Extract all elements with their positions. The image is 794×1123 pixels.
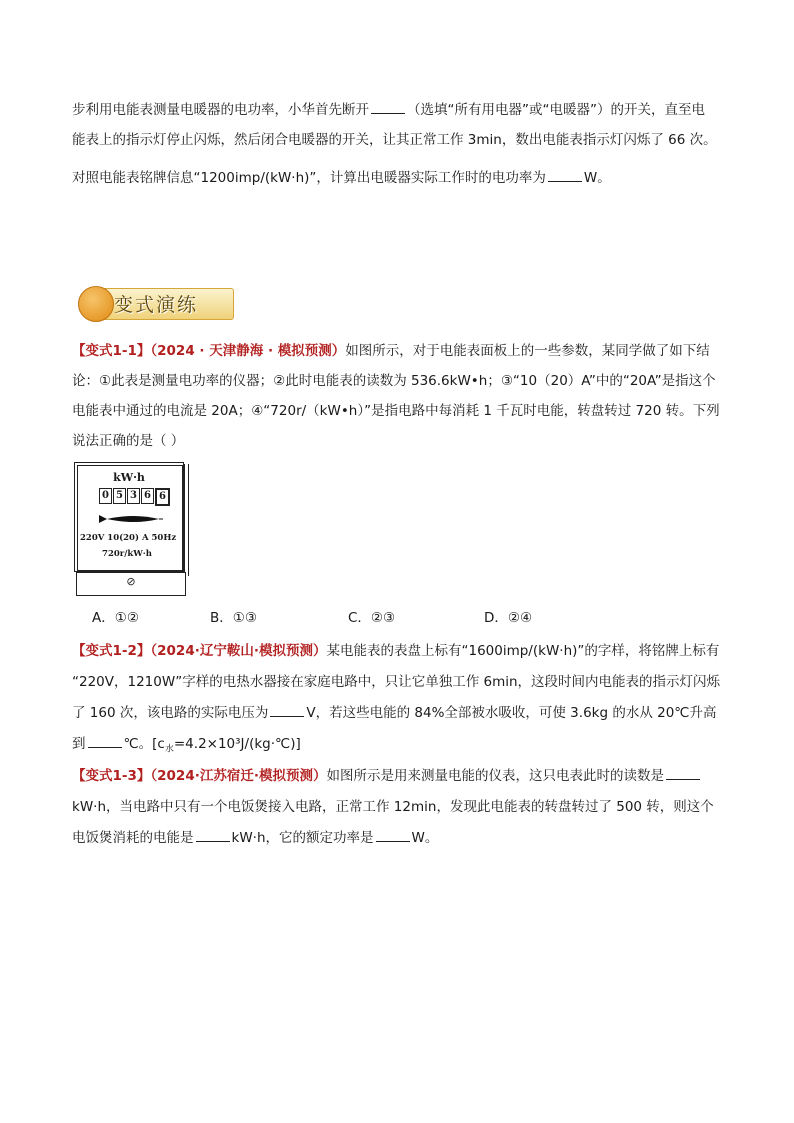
question-tag: 【变式1-2】 — [72, 643, 151, 659]
question-text: V，若这些电能的 84%全部被水吸收，可使 3.6kg 的水从 20℃升高 — [306, 705, 717, 721]
answer-blank[interactable] — [270, 701, 304, 717]
question-tag: 【变式1-1】 — [72, 343, 151, 359]
q2-line-1 — [72, 637, 734, 666]
intro-text: （选填“所有用电器”或“电暖器”）的开关，直至电 — [407, 102, 705, 118]
answer-blank[interactable] — [196, 826, 230, 842]
question-tag: 【变式1-3】 — [72, 768, 151, 784]
meter-side — [184, 464, 189, 576]
option-d[interactable]: D．②④ — [484, 610, 533, 626]
meter-frame — [74, 462, 184, 572]
intro-line-2: 能表上的指示灯停止闪烁，然后闭合电暖器的开关，让其正常工作 3min，数出电能表指示灯闪烁了 66 次。 — [72, 132, 717, 148]
intro-line-3 — [72, 164, 734, 193]
q1-line-4: 说法正确的是（ ） — [72, 433, 185, 449]
intro-text: 步利用电能表测量电暖器的电功率，小华首先断开 — [72, 102, 369, 118]
question-text: W。 — [411, 830, 439, 846]
question-text: 到 — [72, 736, 86, 752]
meter-digit: 5 — [113, 488, 126, 504]
q2-line-2: “220V，1210W”字样的电热水器接在家庭电路中，只让它单独工作 6min，这段时间内电能表的指示灯闪烁 — [72, 674, 721, 690]
answer-blank[interactable] — [548, 166, 582, 182]
question-text: kW·h，它的额定功率是 — [231, 830, 374, 846]
answer-blank[interactable] — [666, 764, 700, 780]
answer-blank[interactable] — [376, 826, 410, 842]
question-text: 某电能表的表盘上标有“1600imp/(kW·h)”的字样，将铭牌上标有 — [326, 643, 720, 659]
question-text: 了 160 次，该电路的实际电压为 — [72, 705, 269, 721]
meter-digit: 3 — [127, 488, 140, 504]
banner-circle-icon — [78, 286, 114, 322]
subscript-water: 水 — [164, 744, 174, 755]
option-c[interactable]: C．②③ — [348, 610, 396, 626]
option-a[interactable]: A．①② — [92, 610, 139, 626]
question-text: 如图所示，对于电能表面板上的一些参数，某同学做了如下结 — [345, 343, 710, 359]
meter-digit: 0 — [99, 488, 112, 504]
answer-blank[interactable] — [371, 98, 405, 114]
intro-text: 对照电能表铭牌信息“1200imp/(kW·h)”，计算出电暖器实际工作时的电功率为 — [72, 170, 546, 186]
meter-screw-icon: ⊘ — [126, 575, 136, 588]
q3-line-1 — [72, 762, 734, 791]
meter-digit: 6 — [155, 488, 170, 506]
intro-text: W。 — [583, 170, 611, 186]
meter-spec-rating: 220V 10(20) A 50Hz — [80, 533, 177, 543]
section-banner — [78, 286, 232, 322]
meter-unit: kW·h — [113, 471, 145, 484]
question-text: 如图所示是用来测量电能的仪表，这只电表此时的读数是 — [326, 768, 664, 784]
q1-line-1 — [72, 337, 734, 366]
question-source: （2024 · 天津静海 · 模拟预测） — [150, 343, 346, 359]
q1-line-2: 论：①此表是测量电功率的仪器；②此时电能表的读数为 536.6kW•h；③“10（20）A”中的“20A”是指这个 — [72, 373, 716, 389]
question-source: （2024·江苏宿迁·模拟预测） — [150, 768, 327, 784]
banner-title: 变式演练 — [114, 294, 199, 316]
question-text: =4.2×10³J/(kg·℃)] — [173, 736, 301, 752]
q3-line-2: kW·h，当电路中只有一个电饭煲接入电路，正常工作 12min，发现此电能表的转盘转过了 500 转，则这个 — [72, 799, 714, 815]
answer-blank[interactable] — [88, 732, 122, 748]
electric-meter-figure — [74, 462, 186, 598]
q2-line-3 — [72, 699, 734, 728]
meter-disc-icon — [99, 513, 163, 525]
question-text: ℃。[c — [123, 736, 165, 752]
meter-digits — [99, 488, 171, 506]
question-source: （2024·辽宁鞍山·模拟预测） — [150, 643, 327, 659]
meter-terminal-box — [76, 572, 186, 596]
meter-digit: 6 — [141, 488, 154, 504]
intro-line-1 — [72, 96, 734, 125]
q1-line-3: 电能表中通过的电流是 20A；④“720r/（kW•h）”是指电路中每消耗 1 千瓦时电能，转盘转过 720 转。下列 — [72, 403, 720, 419]
q3-line-3 — [72, 824, 734, 853]
q2-line-4 — [72, 730, 734, 765]
meter-spec-revolutions: 720r/kW·h — [102, 549, 152, 559]
option-b[interactable]: B．①③ — [210, 610, 257, 626]
question-text: 电饭煲消耗的电能是 — [72, 830, 194, 846]
